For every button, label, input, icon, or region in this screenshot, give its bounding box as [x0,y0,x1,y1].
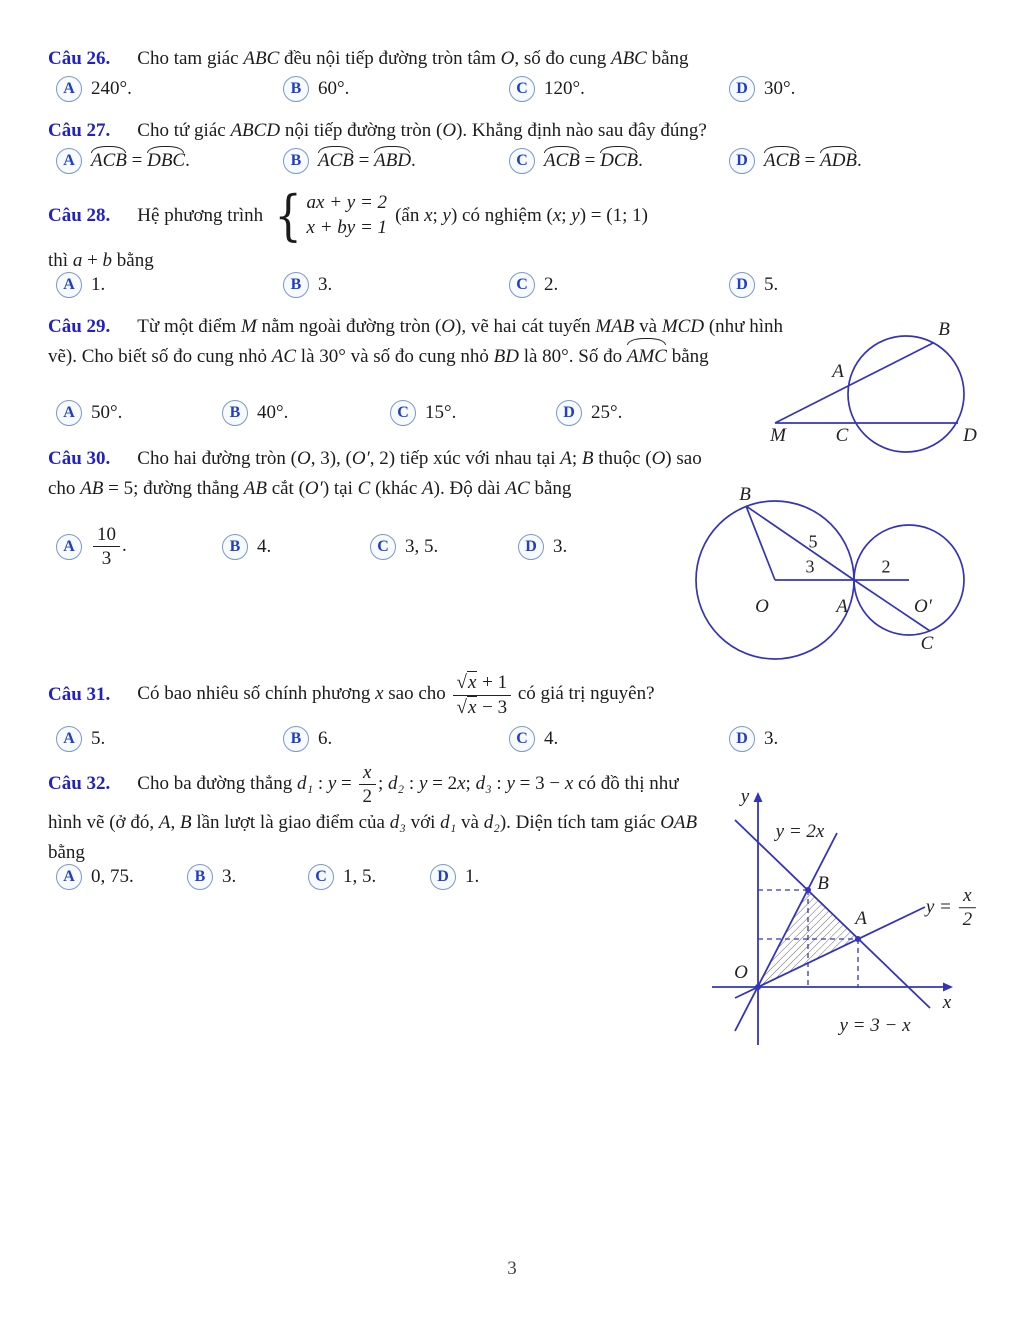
option-B [283,272,509,298]
option-A [56,400,222,426]
option-B [283,148,509,174]
question-27-label: Câu 27. [48,120,111,141]
question-26-text: Cho tam giác ABC đều nội tiếp đường tròn tâm O, số đo cung ABC bằng [137,48,689,69]
option-text: 2. [544,274,559,295]
point-label-B: B [739,484,751,505]
option-text: 5. [764,274,779,295]
option-A [56,148,283,174]
question-27-options [56,148,986,174]
option-A [56,76,283,102]
option-C [509,726,729,752]
option-C [370,534,518,560]
point-label-C: C [920,633,934,654]
option-text: 3. [222,866,237,887]
diagram-30-figure [690,483,990,663]
line-label-y-equals-x-over-2 [926,885,978,931]
point-label-O: O [755,596,769,617]
point-label-M: M [770,425,786,446]
option-B [283,76,509,102]
question-31-options [56,726,986,752]
option-C [390,400,556,426]
option-letter-badge: D [729,272,755,298]
option-D [729,272,986,298]
option-text: 5. [91,728,106,749]
equation-system [271,184,388,248]
question-29-options [56,400,736,426]
option-D [430,864,656,890]
point-label-D: D [963,425,977,446]
option-letter-badge: B [283,76,309,102]
option-letter-badge: C [509,148,535,174]
option-text: 30°. [764,78,796,99]
option-text: 1. [465,866,480,887]
question-32-label: Câu 32. [48,773,111,795]
option-text: 60°. [318,78,350,99]
option-A [56,726,283,752]
question-31-text: Có bao nhiêu số chính phương x sao cho $\frac{√x + 1}{√x - 3}$ có giá trị nguyên? [137,672,655,718]
option-letter-badge: C [390,400,416,426]
option-letter-badge: A [56,272,82,298]
option-letter-badge: B [187,864,213,890]
diagram-question-32 [700,785,1015,1057]
page-number: 3 [507,1258,517,1279]
question-30-text: Cho hai đường tròn (O, 3), (O′, 2) tiếp xúc với nhau tại A; B thuộc (O) sao cho AB = 5; đường thẳng AB cắt (O′) tại C (khác A). Độ dài AC bằng [48,448,702,499]
line-label-y-equals-3-minus-x: y = 3 − x [839,1015,911,1036]
label-y-equals: y = [925,896,957,918]
option-letter-badge: D [556,400,582,426]
question-29-text: Từ một điểm M nằm ngoài đường tròn (O), vẽ hai cát tuyến MAB và MCD (như hình vẽ). Cho biết số đo cung nhỏ AC là 30° và số đo cung nhỏ BD là 80°. Số đo AMC bằng [48,316,783,367]
length-label-3: 3 [805,556,815,577]
option-D [518,534,696,560]
question-29 [48,312,783,372]
point-label-A: A [855,908,867,929]
option-letter-badge: A [56,148,82,174]
option-text: 1. [91,274,106,295]
question-29-label: Câu 29. [48,316,111,337]
equation-2: x + by = 1 [306,216,388,238]
fraction-denominator: 2 [959,908,977,931]
option-text: 0, 75. [91,866,134,887]
option-text: 40°. [257,402,289,423]
option-text: 6. [318,728,333,749]
question-31 [48,666,978,724]
question-28-line2-text: thì a + b bằng [48,250,154,271]
option-D [729,76,986,102]
option-D [556,400,736,426]
axis-label-y: y [740,786,750,807]
option-text: 3, 5. [405,535,439,557]
question-32 [48,762,713,868]
point-label-B: B [817,873,829,894]
option-letter-badge: C [308,864,334,890]
option-text: 240°. [91,78,132,99]
option-letter-badge: C [509,272,535,298]
option-D [729,726,986,752]
option-text: 50°. [91,402,123,423]
option-letter-badge: C [509,726,535,752]
option-C [509,148,729,174]
option-text: 1, 5. [343,866,377,887]
question-32-options [56,864,656,890]
option-text: $\frac{10}{3}$ . [91,524,127,570]
option-letter-badge: D [729,726,755,752]
option-C [509,272,729,298]
option-text: ACB = DBC. [91,150,190,171]
question-28-options [56,272,986,298]
option-letter-badge: A [56,400,82,426]
question-27 [48,116,978,146]
option-text: 25°. [591,402,623,423]
question-30-label: Câu 30. [48,448,111,469]
option-letter-badge: B [283,726,309,752]
option-letter-badge: A [56,76,82,102]
diagram-29-figure [755,312,1020,457]
option-text: 4. [257,535,272,557]
question-28-after: (ẩn x; y) có nghiệm (x; y) = (1; 1) [395,205,648,226]
option-text: ACB = DCB. [544,150,643,171]
option-text: 4. [544,728,559,749]
question-26-label: Câu 26. [48,48,111,69]
question-26 [48,44,978,74]
option-letter-badge: D [729,76,755,102]
option-A [56,524,222,570]
option-text: 15°. [425,402,457,423]
option-A [56,864,187,890]
option-letter-badge: A [56,864,82,890]
option-letter-badge: D [518,534,544,560]
question-28-label: Câu 28. [48,205,111,226]
option-letter-badge: B [283,272,309,298]
option-text: 120°. [544,78,585,99]
point-label-B: B [938,319,950,340]
equation-1: ax + y = 2 [306,192,388,214]
diagram-question-29 [755,312,1020,457]
point-label-A: A [836,596,848,617]
option-B [222,400,390,426]
question-32-text: Cho ba đường thẳng d₁ : y = $\frac{x}{2}$ ; d₂ : y = 2x; d₃ : y = 3 − x có đồ thị như hình vẽ (ở đó, A, B lần lượt là giao điểm của d₃ với d₁ và d₂). Diện tích tam giác OAB bằng [48,762,698,863]
question-28-intro: Hệ phương trình [137,205,264,226]
point-label-O-prime: O′ [914,596,932,617]
option-text: 3. [318,274,333,295]
option-letter-badge: A [56,534,82,560]
point-label-O: O [734,962,748,983]
option-letter-badge: A [56,726,82,752]
question-30 [48,444,703,504]
option-B [187,864,308,890]
length-label-2: 2 [881,556,891,577]
length-label-5: 5 [808,531,818,552]
line-label-y-equals-2x: y = 2x [775,821,825,842]
option-letter-badge: B [222,400,248,426]
option-C [509,76,729,102]
option-D [729,148,986,174]
option-text: ACB = ABD. [318,150,416,171]
option-letter-badge: D [729,148,755,174]
option-B [283,726,509,752]
option-text: 3. [553,535,568,557]
option-A [56,272,283,298]
fraction-numerator: x [963,885,972,907]
question-31-label: Câu 31. [48,684,111,705]
option-letter-badge: B [283,148,309,174]
option-letter-badge: D [430,864,456,890]
option-B [222,534,370,560]
option-text: ACB = ADB. [764,150,862,171]
diagram-question-30 [690,483,990,663]
option-text: 3. [764,728,779,749]
option-C [308,864,430,890]
option-letter-badge: B [222,534,248,560]
question-28 [48,184,978,248]
option-letter-badge: C [370,534,396,560]
question-27-text: Cho tứ giác ABCD nội tiếp đường tròn (O). Khẳng định nào sau đây đúng? [137,120,707,141]
question-30-options [56,524,696,570]
question-26-options [56,76,986,102]
point-label-C: C [835,425,849,446]
axis-label-x: x [942,992,952,1013]
point-label-A: A [832,361,844,382]
option-letter-badge: C [509,76,535,102]
brace-glyph: { [274,184,303,248]
